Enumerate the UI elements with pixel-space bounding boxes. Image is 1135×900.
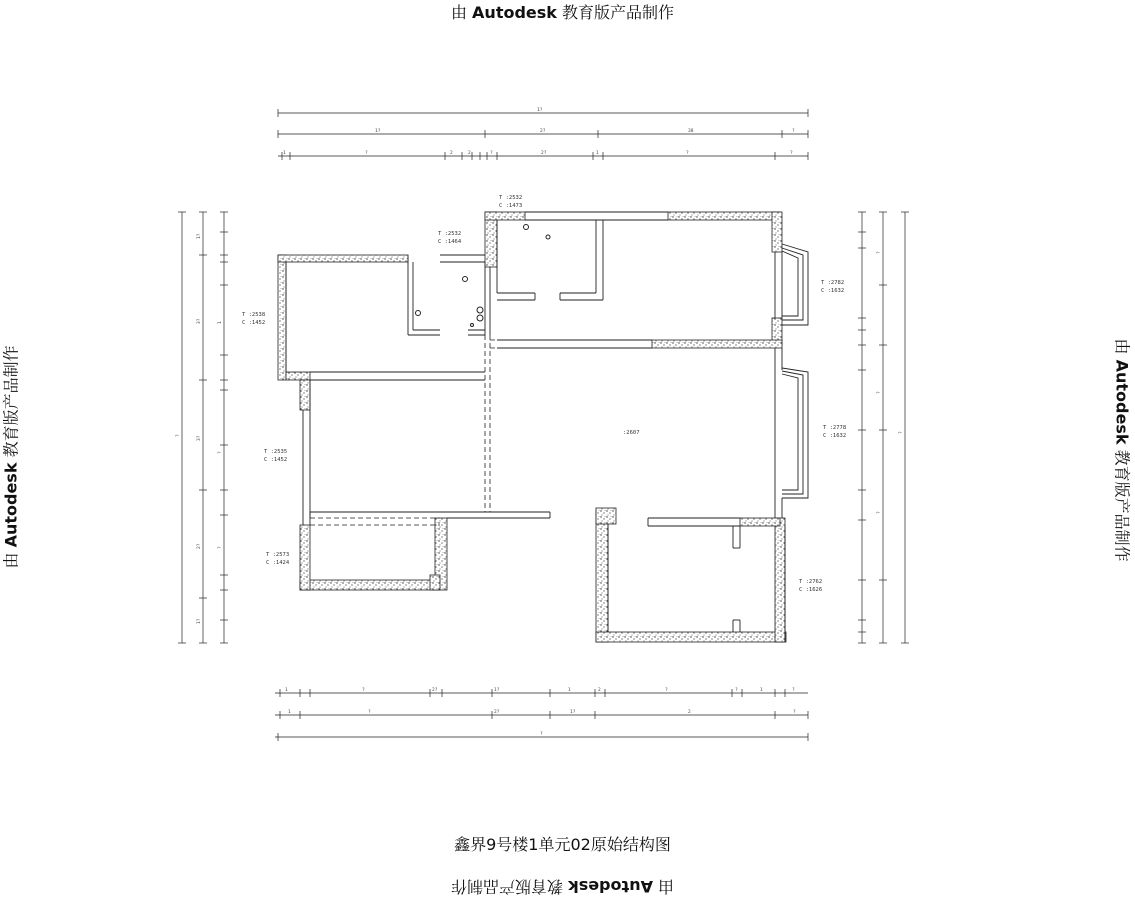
center-label: :2607 bbox=[623, 430, 640, 436]
svg-text:?: ? bbox=[218, 451, 223, 454]
svg-text:?: ? bbox=[877, 511, 882, 514]
svg-text:?: ? bbox=[540, 732, 543, 737]
room-ceiling-height: T :2535 bbox=[264, 449, 288, 455]
svg-text:?: ? bbox=[792, 129, 795, 134]
fixtures bbox=[416, 225, 551, 327]
watermark-bottom: 由 Autodesk 教育版产品制作 bbox=[450, 877, 675, 896]
svg-text:1: 1 bbox=[760, 688, 763, 693]
room-ceiling-height: T :2532 bbox=[499, 195, 523, 201]
svg-text:2?: 2? bbox=[197, 543, 202, 549]
svg-text:1: 1 bbox=[283, 151, 286, 156]
svg-text:1?: 1? bbox=[537, 108, 543, 113]
svg-text:2: 2 bbox=[468, 151, 471, 156]
room-clear-height: C :1473 bbox=[499, 203, 523, 209]
svg-text:?: ? bbox=[218, 546, 223, 549]
svg-text:1: 1 bbox=[568, 688, 571, 693]
room-ceiling-height: T :2532 bbox=[438, 231, 462, 237]
room-label bbox=[799, 578, 822, 594]
svg-text:38: 38 bbox=[688, 129, 694, 134]
room-label bbox=[821, 279, 844, 295]
room-ceiling-height: T :2762 bbox=[799, 579, 823, 585]
svg-text:1: 1 bbox=[288, 710, 291, 715]
svg-text:?: ? bbox=[877, 251, 882, 254]
svg-text:?: ? bbox=[899, 431, 904, 434]
svg-text:1?: 1? bbox=[494, 688, 500, 693]
svg-text:?: ? bbox=[877, 391, 882, 394]
room-clear-height: C :1632 bbox=[823, 433, 847, 439]
svg-text:?: ? bbox=[686, 151, 689, 156]
room-clear-height: C :1424 bbox=[266, 560, 290, 566]
partitions bbox=[286, 212, 808, 642]
room-ceiling-height: T :2782 bbox=[821, 280, 845, 286]
watermark-left: 由 Autodesk 教育版产品制作 bbox=[1, 345, 21, 569]
svg-text:2?: 2? bbox=[494, 710, 500, 715]
svg-text:2: 2 bbox=[598, 688, 601, 693]
svg-text:1: 1 bbox=[218, 321, 223, 324]
dashed-lines bbox=[310, 335, 596, 525]
room-label bbox=[823, 424, 846, 440]
room-clear-height: C :1452 bbox=[242, 320, 266, 326]
svg-text:?: ? bbox=[665, 688, 668, 693]
watermark-right: 由 Autodesk 教育版产品制作 bbox=[1112, 338, 1132, 562]
dimension-text-bottom bbox=[285, 687, 796, 737]
room-clear-height: C :1632 bbox=[821, 288, 845, 294]
svg-text:2?: 2? bbox=[540, 129, 546, 134]
dimension-text-right bbox=[876, 251, 904, 514]
svg-text:1: 1 bbox=[285, 688, 288, 693]
svg-text:1?: 1? bbox=[375, 129, 381, 134]
svg-text:?: ? bbox=[793, 710, 796, 715]
svg-text:2: 2 bbox=[688, 710, 691, 715]
room-label bbox=[499, 194, 522, 210]
svg-text:1?: 1? bbox=[197, 618, 202, 624]
room-ceiling-height: T :2778 bbox=[823, 425, 847, 431]
room-clear-height: C :1464 bbox=[438, 239, 462, 245]
dimension-lines-right bbox=[858, 212, 909, 643]
svg-text:?: ? bbox=[362, 688, 365, 693]
svg-text:2?: 2? bbox=[541, 151, 547, 156]
room-ceiling-height: T :2538 bbox=[242, 312, 266, 318]
svg-text:?: ? bbox=[365, 151, 368, 156]
room-clear-height: C :1626 bbox=[799, 587, 823, 593]
svg-text:2: 2 bbox=[450, 151, 453, 156]
room-label bbox=[266, 551, 289, 567]
svg-text:?: ? bbox=[735, 688, 738, 693]
svg-text:?: ? bbox=[792, 688, 795, 693]
room-label bbox=[438, 230, 461, 246]
plan-title: 鑫界9号楼1单元02原始结构图 bbox=[454, 835, 671, 854]
dimension-lines-left bbox=[178, 212, 228, 643]
svg-text:?: ? bbox=[790, 151, 793, 156]
room-label bbox=[242, 311, 265, 327]
room-ceiling-height: T :2573 bbox=[266, 552, 290, 558]
walls bbox=[278, 212, 786, 642]
svg-text:1?: 1? bbox=[197, 233, 202, 239]
watermark-top: 由 Autodesk 教育版产品制作 bbox=[450, 3, 675, 22]
dimension-text-top bbox=[283, 107, 795, 156]
svg-text:?: ? bbox=[490, 151, 493, 156]
svg-text:3?: 3? bbox=[197, 318, 202, 324]
svg-text:1?: 1? bbox=[570, 710, 576, 715]
room-clear-height: C :1452 bbox=[264, 457, 288, 463]
svg-text:2?: 2? bbox=[432, 688, 438, 693]
svg-text:?: ? bbox=[176, 434, 181, 437]
svg-text:3?: 3? bbox=[197, 435, 202, 441]
svg-text:1: 1 bbox=[596, 151, 599, 156]
room-label bbox=[264, 448, 287, 464]
svg-text:?: ? bbox=[368, 710, 371, 715]
